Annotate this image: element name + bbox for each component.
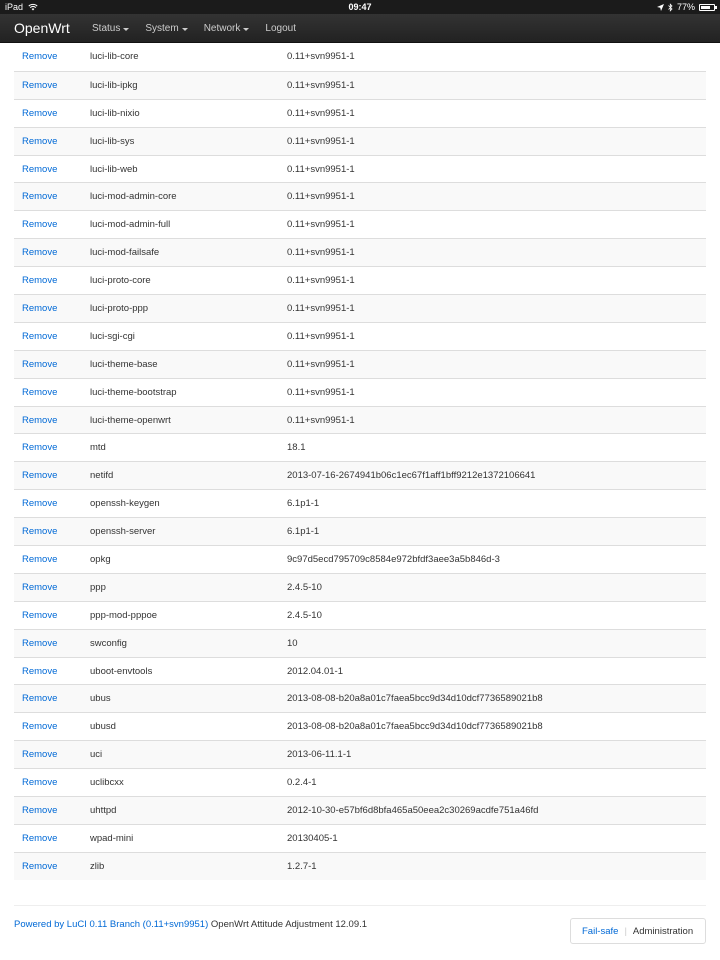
package-version: 0.11+svn9951-1 (287, 135, 355, 147)
battery-percent: 77% (676, 2, 695, 12)
table-row (14, 545, 706, 573)
package-version: 2013-08-08-b20a8a01c7faea5bcc9d34d10dcf7736589021b8 (287, 721, 543, 733)
package-name: luci-lib-sys (90, 135, 135, 147)
package-version: 0.11+svn9951-1 (287, 163, 355, 175)
remove-package-link[interactable]: Remove (22, 554, 58, 566)
bluetooth-icon (668, 3, 673, 12)
caret-down-icon (182, 28, 188, 31)
package-name: uboot-envtools (90, 665, 153, 677)
installed-packages-table (14, 43, 706, 880)
package-name: luci-lib-ipkg (90, 79, 138, 91)
package-name: opkg (90, 554, 111, 566)
package-version: 0.11+svn9951-1 (287, 51, 355, 62)
package-version: 0.11+svn9951-1 (287, 330, 355, 342)
release-text: OpenWrt Attitude Adjustment 12.09.1 (210, 919, 368, 930)
package-name: ppp (90, 581, 106, 593)
mode-switcher (570, 918, 706, 944)
table-row (14, 433, 706, 461)
package-name: openssh-server (90, 526, 156, 538)
package-version: 0.11+svn9951-1 (287, 386, 355, 398)
caret-down-icon (243, 28, 249, 31)
table-row (14, 294, 706, 322)
package-version: 0.11+svn9951-1 (287, 358, 355, 370)
remove-package-link[interactable]: Remove (22, 303, 58, 315)
package-name: mtd (90, 442, 106, 454)
mode-separator: | (624, 925, 627, 937)
nav-logout-label: Logout (265, 23, 296, 34)
caret-down-icon (123, 28, 129, 31)
battery-fill (701, 6, 710, 9)
remove-package-link[interactable]: Remove (22, 805, 58, 817)
package-version: 1.2.7-1 (287, 860, 317, 872)
nav-network-label: Network (203, 23, 241, 34)
remove-package-link[interactable]: Remove (22, 693, 58, 705)
package-name: netifd (90, 470, 114, 482)
table-row (14, 43, 706, 71)
remove-package-link[interactable]: Remove (22, 107, 58, 119)
luci-powered-link[interactable]: Powered by LuCI 0.11 Branch (0.11+svn9951) (14, 919, 209, 930)
remove-package-link[interactable]: Remove (22, 637, 58, 649)
nav-status[interactable] (92, 14, 129, 43)
package-version: 6.1p1-1 (287, 498, 320, 510)
footer (14, 919, 367, 930)
brand-logo[interactable]: OpenWrt (14, 20, 70, 36)
package-name: wpad-mini (90, 832, 134, 844)
table-row (14, 210, 706, 238)
package-name: uclibcxx (90, 777, 124, 789)
remove-package-link[interactable]: Remove (22, 609, 58, 621)
package-version: 0.11+svn9951-1 (287, 219, 355, 231)
package-version: 2012.04.01-1 (287, 665, 343, 677)
package-version: 0.11+svn9951-1 (287, 275, 355, 287)
remove-package-link[interactable]: Remove (22, 721, 58, 733)
table-row (14, 852, 706, 880)
package-name: ubus (90, 693, 111, 705)
main-nav (92, 14, 312, 43)
package-version: 6.1p1-1 (287, 526, 320, 538)
remove-package-link[interactable]: Remove (22, 51, 58, 62)
remove-package-link[interactable]: Remove (22, 219, 58, 231)
table-row (14, 601, 706, 629)
package-name: luci-theme-bootstrap (90, 386, 177, 398)
remove-package-link[interactable]: Remove (22, 749, 58, 761)
table-row (14, 824, 706, 852)
table-row (14, 517, 706, 545)
package-name: uhttpd (90, 805, 117, 817)
table-row (14, 573, 706, 601)
table-row (14, 657, 706, 685)
table-row (14, 684, 706, 712)
package-version: 9c97d5ecd795709c8584e972bfdf3aee3a5b846d-3 (287, 554, 500, 566)
package-version: 10 (287, 637, 298, 649)
nav-network[interactable] (204, 14, 250, 43)
table-row (14, 127, 706, 155)
package-version: 2.4.5-10 (287, 609, 322, 621)
top-navbar (0, 14, 720, 43)
table-row (14, 182, 706, 210)
package-version: 0.11+svn9951-1 (287, 79, 355, 91)
package-name: luci-lib-nixio (90, 107, 140, 119)
remove-package-link[interactable]: Remove (22, 581, 58, 593)
package-name: swconfig (90, 637, 127, 649)
package-name: luci-theme-base (90, 358, 158, 370)
table-row (14, 768, 706, 796)
table-row (14, 322, 706, 350)
package-name: openssh-keygen (90, 498, 160, 510)
package-name: luci-theme-openwrt (90, 414, 171, 426)
remove-package-link[interactable]: Remove (22, 860, 58, 872)
nav-status-label: Status (92, 23, 121, 34)
table-row (14, 71, 706, 99)
remove-package-link[interactable]: Remove (22, 832, 58, 844)
package-name: ppp-mod-pppoe (90, 609, 158, 621)
package-name: luci-mod-admin-core (90, 191, 177, 203)
remove-package-link[interactable]: Remove (22, 358, 58, 370)
package-name: luci-proto-core (90, 275, 151, 287)
remove-package-link[interactable]: Remove (22, 665, 58, 677)
remove-package-link[interactable]: Remove (22, 442, 58, 454)
footer-divider (14, 905, 706, 906)
remove-package-link[interactable]: Remove (22, 330, 58, 342)
table-row (14, 155, 706, 183)
remove-package-link[interactable]: Remove (22, 247, 58, 259)
remove-package-link[interactable]: Remove (22, 498, 58, 510)
location-icon (657, 4, 664, 11)
table-row (14, 489, 706, 517)
package-version: 2013-06-11.1-1 (287, 749, 352, 761)
table-row (14, 378, 706, 406)
package-name: luci-lib-core (90, 51, 139, 62)
remove-package-link[interactable]: Remove (22, 79, 58, 91)
failsafe-mode-link[interactable]: Fail-safe (582, 925, 619, 937)
package-name: luci-sgi-cgi (90, 330, 135, 342)
remove-package-link[interactable]: Remove (22, 135, 58, 147)
remove-package-link[interactable]: Remove (22, 414, 58, 426)
table-row (14, 712, 706, 740)
nav-system-label: System (145, 23, 179, 34)
ios-status-bar (0, 0, 720, 14)
package-name: luci-mod-failsafe (90, 247, 160, 259)
package-version: 0.11+svn9951-1 (287, 247, 355, 259)
package-name: luci-lib-web (90, 163, 138, 175)
package-name: ubusd (90, 721, 116, 733)
table-row (14, 461, 706, 489)
remove-package-link[interactable]: Remove (22, 777, 58, 789)
nav-logout[interactable] (265, 14, 296, 43)
package-version: 20130405-1 (287, 832, 338, 844)
package-version: 0.2.4-1 (287, 777, 317, 789)
package-version: 2.4.5-10 (287, 581, 322, 593)
package-version: 18.1 (287, 442, 306, 454)
table-row (14, 629, 706, 657)
table-row (14, 238, 706, 266)
clock: 09:47 (348, 2, 372, 12)
remove-package-link[interactable]: Remove (22, 163, 58, 175)
remove-package-link[interactable]: Remove (22, 386, 58, 398)
package-name: uci (90, 749, 103, 761)
package-version: 0.11+svn9951-1 (287, 191, 355, 203)
battery-icon (699, 4, 715, 11)
remove-package-link[interactable]: Remove (22, 191, 58, 203)
remove-package-link[interactable]: Remove (22, 526, 58, 538)
package-version: 0.11+svn9951-1 (287, 107, 355, 119)
table-row (14, 266, 706, 294)
status-right (657, 0, 715, 14)
nav-system[interactable] (145, 14, 187, 43)
device-label: iPad (5, 2, 24, 12)
table-row (14, 740, 706, 768)
package-version: 2013-08-08-b20a8a01c7faea5bcc9d34d10dcf7736589021b8 (287, 693, 543, 705)
remove-package-link[interactable]: Remove (22, 275, 58, 287)
table-row (14, 406, 706, 434)
package-version: 2013-07-16-2674941b06c1ec67f1aff1bff9212e1372106641 (287, 470, 536, 482)
package-name: luci-proto-ppp (90, 303, 149, 315)
table-row (14, 796, 706, 824)
package-name: zlib (90, 860, 105, 872)
package-version: 0.11+svn9951-1 (287, 414, 355, 426)
table-row (14, 350, 706, 378)
package-version: 0.11+svn9951-1 (287, 303, 355, 315)
remove-package-link[interactable]: Remove (22, 470, 58, 482)
package-name: luci-mod-admin-full (90, 219, 171, 231)
package-version: 2012-10-30-e57bf6d8bfa465a50eea2c30269acdfe751a46fd (287, 805, 539, 817)
administration-mode-link[interactable]: Administration (632, 925, 694, 937)
table-row (14, 99, 706, 127)
